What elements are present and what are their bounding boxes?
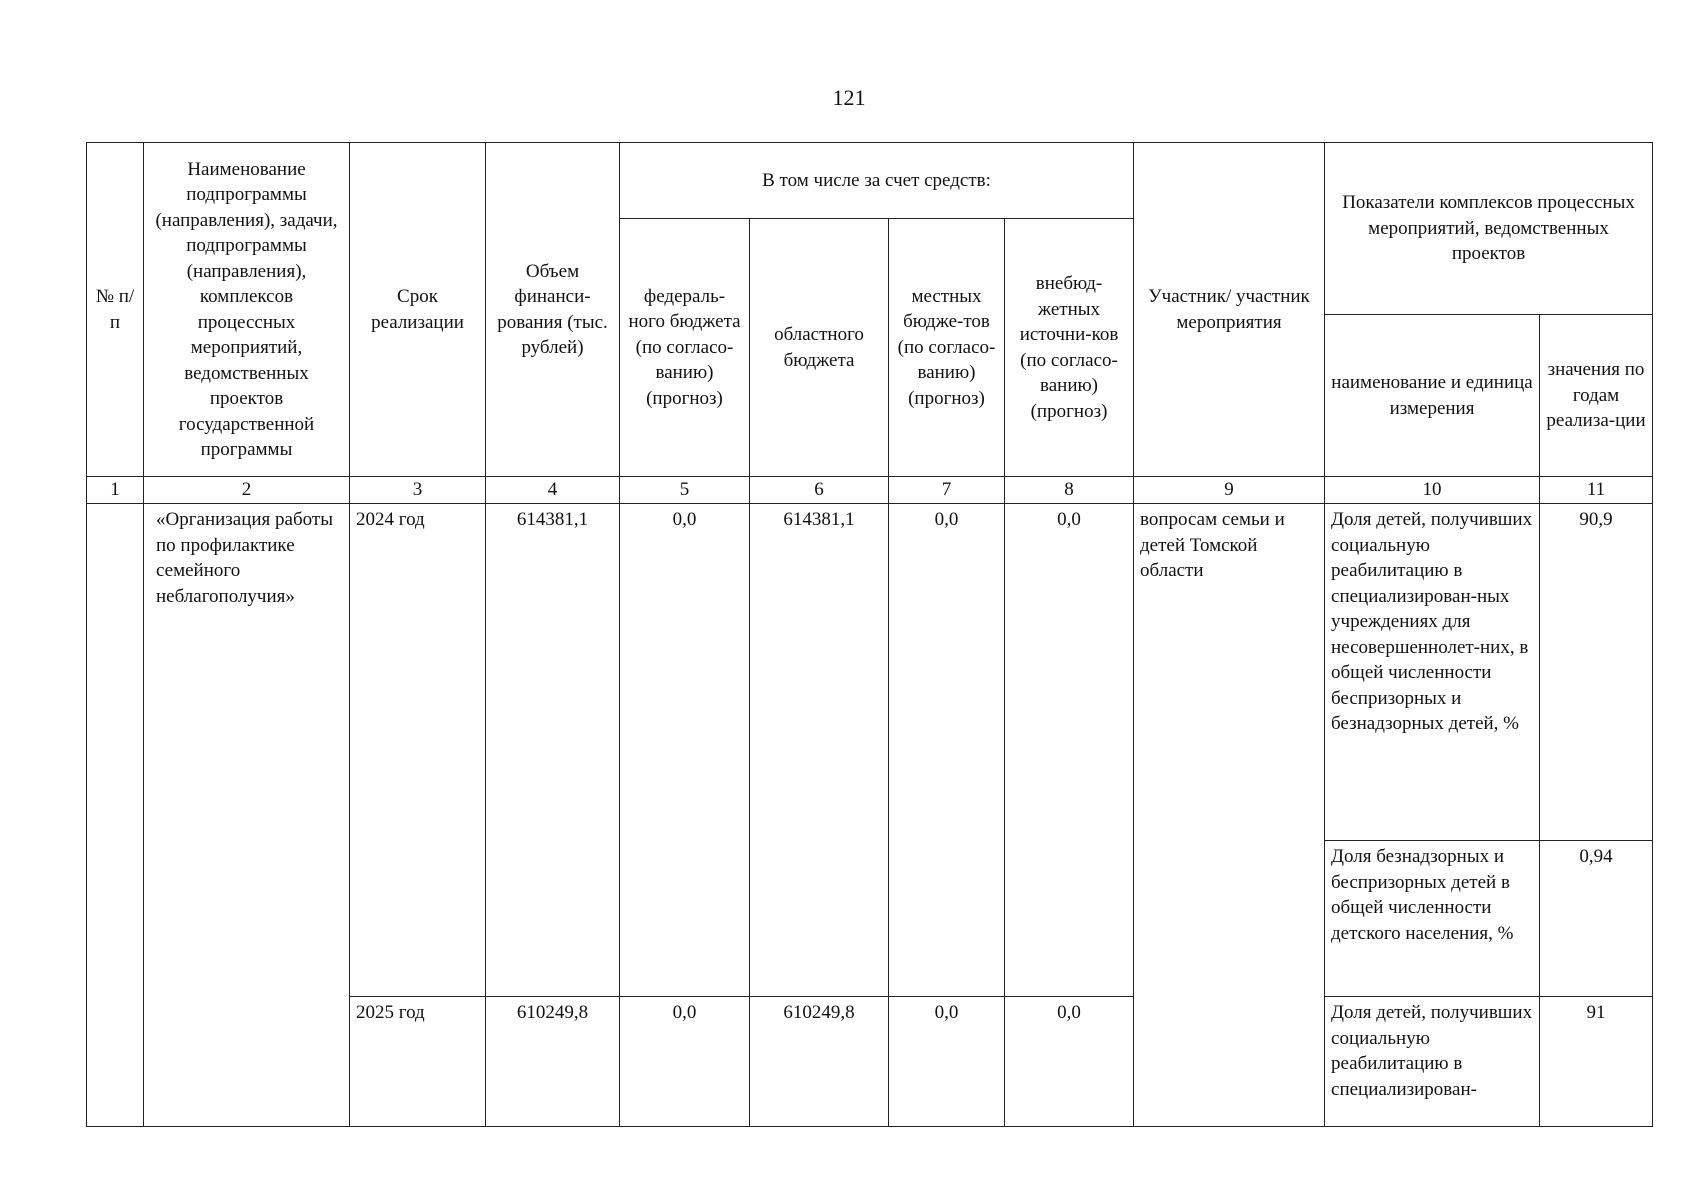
indicator-name-cell: Доля детей, получивших социальную реабилитацию в специализирован-	[1325, 997, 1540, 1127]
regional-2025-cell: 610249,8	[750, 997, 889, 1127]
indicator-value-cell: 0,94	[1540, 841, 1653, 997]
indicator-value-cell: 90,9	[1540, 504, 1653, 841]
regional-2024-cell: 614381,1	[750, 504, 889, 997]
column-number: 4	[486, 477, 620, 504]
federal-2024-cell: 0,0	[620, 504, 750, 997]
table-row	[87, 504, 1653, 841]
local-2024-cell: 0,0	[889, 504, 1005, 997]
column-number: 10	[1325, 477, 1540, 504]
period-2024-cell: 2024 год	[350, 504, 486, 997]
federal-2025-cell: 0,0	[620, 997, 750, 1127]
column-number: 3	[350, 477, 486, 504]
participant-cell: вопросам семьи и детей Томской области	[1134, 504, 1325, 1127]
header-indicator-values: значения по годам реализа-ции	[1540, 315, 1653, 477]
header-row-number: № п/п	[87, 143, 144, 477]
page-number: 121	[832, 85, 866, 110]
header-extrabudget-sources: внебюд-жетных источни-ков (по согласо-ванию) (прогноз)	[1005, 219, 1134, 477]
header-indicator-name: наименование и единица измерения	[1325, 315, 1540, 477]
header-name: Наименование подпрограммы (направления), задачи, подпрограммы (направления), комплексов процессных мероприятий, ведомственных проектов государственной программы	[144, 143, 350, 477]
header-indicators: Показатели комплексов процессных мероприятий, ведомственных проектов	[1325, 143, 1653, 315]
column-number: 8	[1005, 477, 1134, 504]
column-number: 5	[620, 477, 750, 504]
program-name-cell: «Организация работы по профилактике семейного неблагополучия»	[144, 504, 350, 1127]
column-number: 7	[889, 477, 1005, 504]
period-2025-cell: 2025 год	[350, 997, 486, 1127]
program-table	[86, 142, 1653, 1127]
column-number: 1	[87, 477, 144, 504]
column-number: 6	[750, 477, 889, 504]
header-local-budgets: местных бюдже-тов (по согласо-ванию) (прогноз)	[889, 219, 1005, 477]
indicator-name-cell: Доля детей, получивших социальную реабилитацию в специализирован-ных учреждениях для несовершеннолет-них, в общей численности беспризорных и безнадзорных детей, %	[1325, 504, 1540, 841]
column-number: 9	[1134, 477, 1325, 504]
header-period: Срок реализации	[350, 143, 486, 477]
header-federal-budget: федераль-ного бюджета (по согласо-ванию) (прогноз)	[620, 219, 750, 477]
row-number-cell	[87, 504, 144, 1127]
header-total-funding: Объем финанси-рования (тыс. рублей)	[486, 143, 620, 477]
column-number: 2	[144, 477, 350, 504]
local-2025-cell: 0,0	[889, 997, 1005, 1127]
header-funding-sources: В том числе за счет средств:	[620, 143, 1134, 219]
header-participant: Участник/ участник мероприятия	[1134, 143, 1325, 477]
total-2025-cell: 610249,8	[486, 997, 620, 1127]
column-numbers-row	[87, 477, 1653, 504]
header-regional-budget: областного бюджета	[750, 219, 889, 477]
indicator-value-cell: 91	[1540, 997, 1653, 1127]
indicator-name-cell: Доля безнадзорных и беспризорных детей в общей численности детского населения, %	[1325, 841, 1540, 997]
total-2024-cell: 614381,1	[486, 504, 620, 997]
column-number: 11	[1540, 477, 1653, 504]
extrabudget-2025-cell: 0,0	[1005, 997, 1134, 1127]
extrabudget-2024-cell: 0,0	[1005, 504, 1134, 997]
